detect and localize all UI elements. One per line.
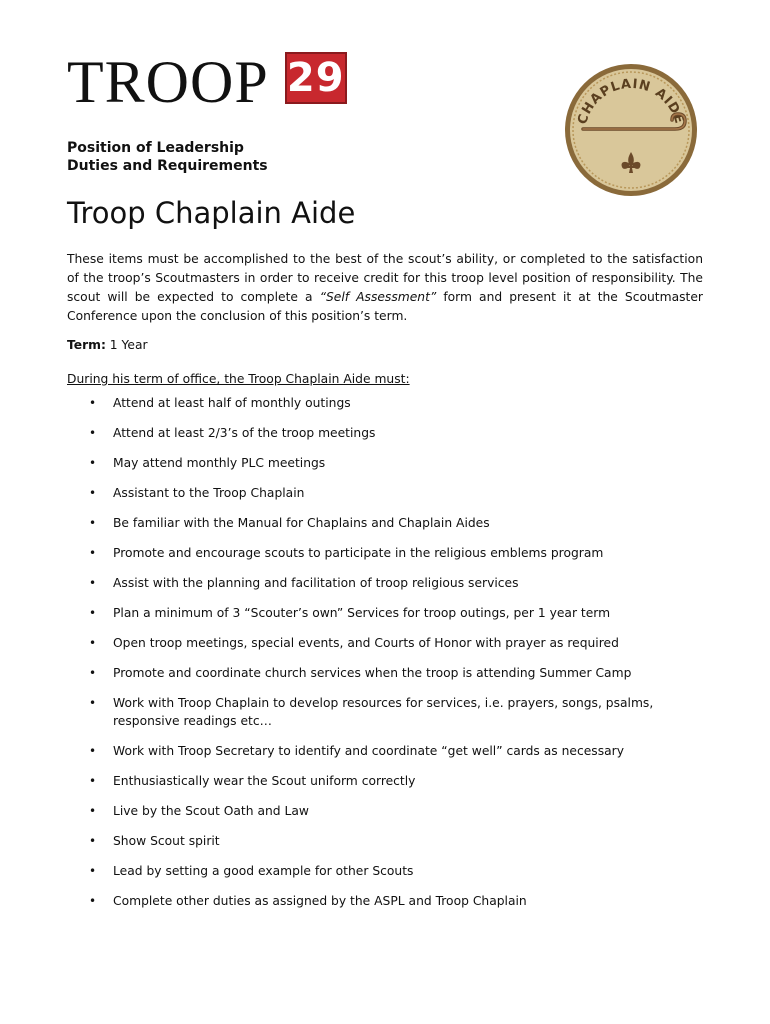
chaplain-aide-patch-icon bbox=[563, 62, 699, 198]
duty-text: Attend at least 2/3’s of the troop meetings bbox=[113, 426, 376, 440]
bullet-icon: • bbox=[89, 546, 97, 560]
list-item bbox=[67, 892, 703, 910]
list-item bbox=[67, 862, 703, 880]
duty-text: Enthusiastically wear the Scout uniform correctly bbox=[113, 774, 416, 788]
intro-emphasis: “Self Assessment” bbox=[319, 290, 437, 304]
list-item bbox=[67, 424, 703, 442]
list-item bbox=[67, 832, 703, 850]
intro-paragraph bbox=[67, 250, 703, 326]
intro-text-after: form and present it at the Scoutmaster Conference upon the conclusion of this position’s term. bbox=[67, 290, 703, 323]
list-item bbox=[67, 694, 703, 730]
duty-text: Show Scout spirit bbox=[113, 834, 220, 848]
bullet-icon: • bbox=[89, 894, 97, 908]
term-line bbox=[67, 336, 148, 354]
list-item bbox=[67, 802, 703, 820]
bullet-icon: • bbox=[89, 486, 97, 500]
duty-text: May attend monthly PLC meetings bbox=[113, 456, 326, 470]
duty-text: Assist with the planning and facilitation of troop religious services bbox=[113, 576, 519, 590]
bullet-icon: • bbox=[89, 456, 97, 470]
duty-text: Promote and coordinate church services when the troop is attending Summer Camp bbox=[113, 666, 632, 680]
duty-text: Complete other duties as assigned by the ASPL and Troop Chaplain bbox=[113, 894, 527, 908]
list-item bbox=[67, 634, 703, 652]
list-item bbox=[67, 394, 703, 412]
duty-text: Attend at least half of monthly outings bbox=[113, 396, 351, 410]
list-item bbox=[67, 574, 703, 592]
troop-word: TROOP bbox=[67, 49, 269, 115]
list-item bbox=[67, 664, 703, 682]
duty-text: Work with Troop Secretary to identify and coordinate “get well” cards as necessary bbox=[113, 744, 624, 758]
list-item bbox=[67, 742, 703, 760]
duty-text: Be familiar with the Manual for Chaplains and Chaplain Aides bbox=[113, 516, 490, 530]
bullet-icon: • bbox=[89, 636, 97, 650]
bullet-icon: • bbox=[89, 804, 97, 818]
bullet-icon: • bbox=[89, 774, 97, 788]
subheading-line-1: Position of Leadership bbox=[67, 140, 244, 156]
duty-text: Assistant to the Troop Chaplain bbox=[113, 486, 305, 500]
term-value: 1 Year bbox=[105, 338, 148, 352]
duty-text: Promote and encourage scouts to participate in the religious emblems program bbox=[113, 546, 604, 560]
bullet-icon: • bbox=[89, 696, 97, 710]
bullet-icon: • bbox=[89, 744, 97, 758]
duty-text: Live by the Scout Oath and Law bbox=[113, 804, 309, 818]
duty-text: Open troop meetings, special events, and Courts of Honor with prayer as required bbox=[113, 636, 619, 650]
bullet-icon: • bbox=[89, 666, 97, 680]
bullet-icon: • bbox=[89, 396, 97, 410]
duty-text: Work with Troop Chaplain to develop resources for services, i.e. prayers, songs, psalms, responsive readings etc… bbox=[113, 696, 654, 728]
intro-text-before: These items must be accomplished to the best of the scout’s ability, or completed to the satisfaction of the troop’s Scoutmasters in order to receive credit for this troop level position of responsibility. The scout will be expected to complete a bbox=[67, 252, 703, 304]
list-item bbox=[67, 544, 703, 562]
troop-number: 29 bbox=[286, 55, 345, 101]
duty-text: Plan a minimum of 3 “Scouter’s own” Services for troop outings, per 1 year term bbox=[113, 606, 611, 620]
troop-number-badge bbox=[285, 52, 347, 104]
term-label: Term: bbox=[67, 338, 106, 352]
list-item bbox=[67, 604, 703, 622]
bullet-icon: • bbox=[89, 864, 97, 878]
list-item bbox=[67, 454, 703, 472]
subheading-line-2: Duties and Requirements bbox=[67, 158, 268, 174]
position-subheading bbox=[67, 139, 268, 175]
list-item bbox=[67, 772, 703, 790]
bullet-icon: • bbox=[89, 426, 97, 440]
troop-header bbox=[67, 49, 347, 115]
bullet-icon: • bbox=[89, 516, 97, 530]
duty-text: Lead by setting a good example for other Scouts bbox=[113, 864, 414, 878]
bullet-icon: • bbox=[89, 606, 97, 620]
page-title: Troop Chaplain Aide bbox=[67, 196, 356, 230]
duties-list bbox=[67, 394, 703, 922]
patch-text: CHAPLAIN AIDE bbox=[575, 76, 687, 127]
list-item bbox=[67, 484, 703, 502]
bullet-icon: • bbox=[89, 576, 97, 590]
duties-heading: During his term of office, the Troop Chaplain Aide must: bbox=[67, 372, 410, 386]
list-item bbox=[67, 514, 703, 532]
bullet-icon: • bbox=[89, 834, 97, 848]
